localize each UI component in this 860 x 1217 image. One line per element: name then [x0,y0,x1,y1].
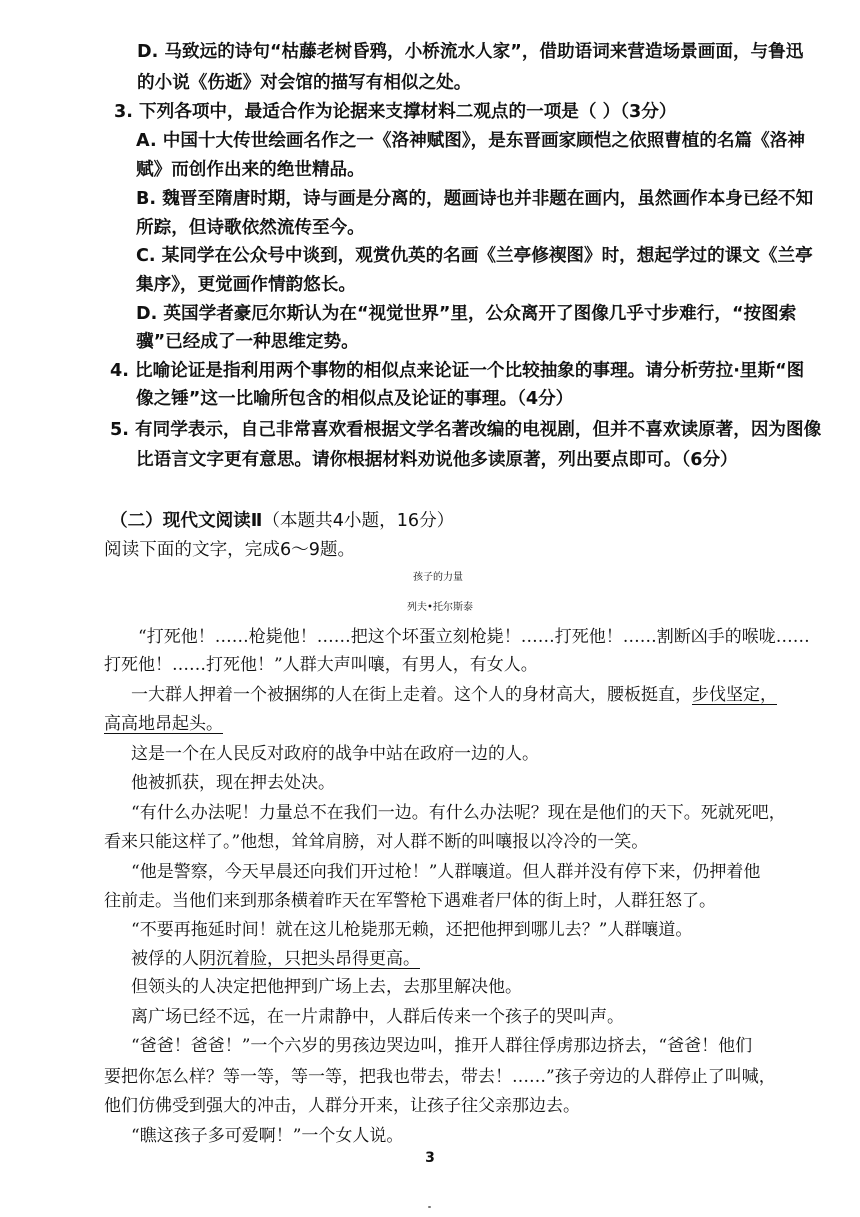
section-2-title-bold: （二）现代文阅读Ⅱ [110,511,263,531]
q3-option-d-line-2: 骥”已经成了一种思维定势。 [136,332,359,352]
story-para-2-underlined: 步伐坚定， [692,685,777,705]
story-para-8 [131,948,420,970]
story-para-11-line-2: 要把你怎么样？等一等，等一等，把我也带去，带去！……”孩子旁边的人群停止了叫喊， [104,1067,776,1087]
option-d-line-2: 的小说《伤逝》对会馆的描写有相似之处。 [137,73,472,93]
story-title: 孩子的力量 [413,572,463,583]
q3-option-a-line-2: 赋》而创作出来的绝世精品。 [136,160,365,180]
q3-option-b-line-2: 所踪，但诗歌依然流传至今。 [136,218,365,238]
story-para-2-line-1 [131,684,777,706]
story-para-11-line-1: “爸爸！爸爸！”一个六岁的男孩边哭边叫，推开人群往俘虏那边挤去，“爸爸！他们 [131,1036,753,1056]
page-number: 3 [425,1150,435,1166]
story-para-11-line-3: 他们仿佛受到强大的冲击，人群分开来，让孩子往父亲那边去。 [104,1096,580,1116]
story-para-12: “瞧这孩子多可爱啊！”一个女人说。 [131,1126,404,1146]
story-para-9: 但领头的人决定把他押到广场上去，去那里解决他。 [131,977,522,997]
story-author: 列夫•托尔斯泰 [407,602,473,613]
story-para-1-line-1: “打死他！……枪毙他！……把这个坏蛋立刻枪毙！……打死他！……割断凶手的喉咙…… [138,627,810,647]
story-para-6-line-1: “他是警察，今天早晨还向我们开过枪！”人群嚷道。但人群并没有停下来，仍押着他 [131,862,761,882]
q3-option-b-line-1: B. 魏晋至隋唐时期，诗与画是分离的，题画诗也并非题在画内，虽然画作本身已经不知 [136,189,814,209]
story-para-2-plain: 一大群人押着一个被捆绑的人在街上走着。这个人的身材高大，腰板挺直， [131,685,692,705]
story-para-5-line-2: 看来只能这样了。”他想，耸耸肩膀，对人群不断的叫嚷报以冷冷的一笑。 [104,832,649,852]
story-para-3: 这是一个在人民反对政府的战争中站在政府一边的人。 [131,744,539,764]
story-para-8-plain: 被俘的人 [131,949,199,969]
story-para-5-line-1: “有什么办法呢！力量总不在我们一边。有什么办法呢？现在是他们的天下。死就死吧， [131,803,786,823]
question-5-line-2: 比语言文字更有意思。请你根据材料劝说他多读原著，列出要点即可。（6分） [136,450,738,470]
story-para-7: “不要再拖延时间！就在这儿枪毙那无赖，还把他押到哪儿去？”人群嚷道。 [131,920,693,940]
story-para-4: 他被抓获，现在押去处决。 [131,773,335,793]
question-3-stem: 3. 下列各项中，最适合作为论据来支撑材料二观点的一项是（ ）（3分） [114,102,677,122]
question-4-line-1: 4. 比喻论证是指利用两个事物的相似点来论证一个比较抽象的事理。请分析劳拉·里斯“图 [110,361,805,381]
q3-option-c-line-2: 集序》，更觉画作情韵悠长。 [136,275,356,295]
q3-option-c-line-1: C. 某同学在公众号中谈到，观赏仇英的名画《兰亭修禊图》时，想起学过的课文《兰亭 [136,246,813,266]
story-para-2-line-2: 高高地昂起头。 [104,714,223,734]
option-d-line-1: D. 马致远的诗句“枯藤老树昏鸦，小桥流水人家”，借助语词来营造场景画面，与鲁迅 [137,42,804,62]
section-2-title [110,510,454,532]
q3-option-d-line-1: D. 英国学者豪厄尔斯认为在“视觉世界”里，公众离开了图像几乎寸步难行，“按图索 [136,304,797,324]
story-para-6-line-2: 往前走。当他们来到那条横着昨天在军警枪下遇难者尸体的街上时，人群狂怒了。 [104,891,716,911]
story-para-10: 离广场已经不远，在一片肃静中，人群后传来一个孩子的哭叫声。 [131,1007,624,1027]
section-2-instruction: 阅读下面的文字，完成6～9题。 [104,540,356,560]
question-5-line-1: 5. 有同学表示，自己非常喜欢看根据文学名著改编的电视剧，但并不喜欢读原著，因为图像 [110,420,822,440]
story-para-8-underlined: 阴沉着脸，只把头昂得更高。 [199,949,420,969]
section-2-title-rest: （本题共4小题，16分） [262,511,455,531]
question-4-line-2: 像之锤”这一比喻所包含的相似点及论证的事理。（4分） [136,389,574,409]
story-para-1-line-2: 打死他！……打死他！”人群大声叫嚷，有男人，有女人。 [104,655,538,675]
q3-option-a-line-1: A. 中国十大传世绘画名作之一《洛神赋图》，是东晋画家顾恺之依照曹植的名篇《洛神 [136,131,805,151]
scan-speck [428,1206,431,1208]
